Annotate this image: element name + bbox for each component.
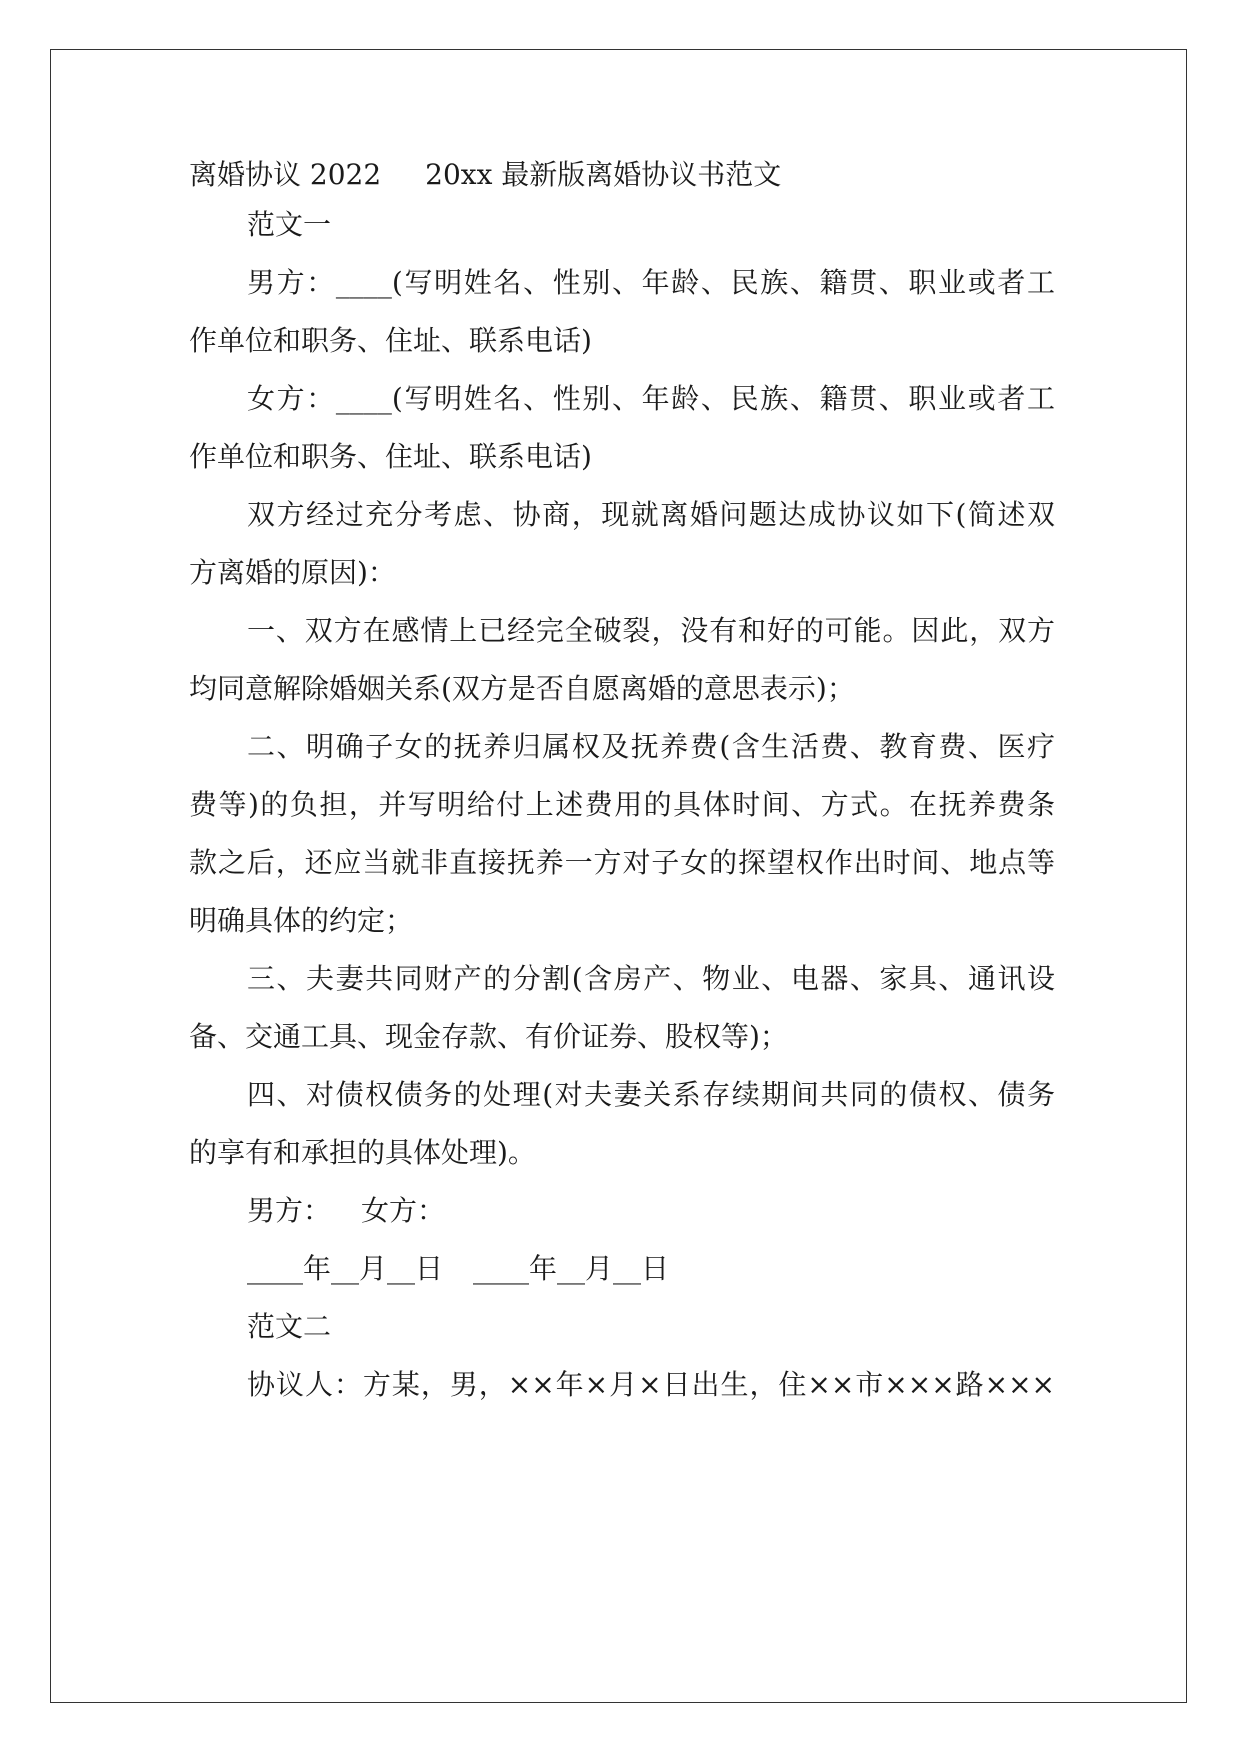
clause-1-line-1: 一、双方在感情上已经完全破裂，没有和好的可能。因此，双方 [247,614,1055,647]
signature-female-label: 女方： [361,1194,446,1227]
female-party-line-1: 女方：____(写明姓名、性别、年龄、民族、籍贯、职业或者工 [247,382,1055,415]
agreement-party-line: 协议人：方某，男，××年×月×日出生，住××市×××路××× [247,1368,1055,1401]
signature-date-line [247,1249,669,1289]
clause-2-line-1: 二、明确子女的抚养归属权及抚养费(含生活费、教育费、医疗 [247,730,1055,763]
intro-line-1: 双方经过充分考虑、协商，现就离婚问题达成协议如下(简述双 [247,498,1055,531]
female-party-line-2: 作单位和职务、住址、联系电话) [189,440,592,473]
clause-2-line-3: 款之后，还应当就非直接抚养一方对子女的探望权作出时间、地点等 [189,846,1055,879]
document-title [189,155,781,195]
sample2-heading: 范文二 [247,1310,332,1343]
intro-line-2: 方离婚的原因)： [189,556,396,589]
clause-4-line-2: 的享有和承担的具体处理)。 [189,1136,536,1169]
male-party-line-2: 作单位和职务、住址、联系电话) [189,324,592,357]
clause-2-line-2: 费等)的负担，并写明给付上述费用的具体时间、方式。在抚养费条 [189,788,1055,821]
title-part-2: 20xx 最新版离婚协议书范文 [425,158,782,191]
signature-male-label: 男方： [247,1194,332,1227]
male-party-line-1: 男方：____(写明姓名、性别、年龄、民族、籍贯、职业或者工 [247,266,1055,299]
sample1-heading: 范文一 [247,208,332,241]
clause-2-line-4: 明确具体的约定； [189,904,414,937]
clause-1-line-2: 均同意解除婚姻关系(双方是否自愿离婚的意思表示)； [189,672,855,705]
clause-3-line-2: 备、交通工具、现金存款、有价证券、股权等)； [189,1020,788,1053]
title-part-1: 离婚协议 2022 [189,158,382,191]
clause-4-line-1: 四、对债权债务的处理(对夫妻关系存续期间共同的债权、债务 [247,1078,1055,1111]
clause-3-line-1: 三、夫妻共同财产的分割(含房产、物业、电器、家具、通讯设 [247,962,1055,995]
date-female: ____年__月__日 [473,1252,670,1285]
date-male: ____年__月__日 [247,1252,444,1285]
signature-line [247,1191,445,1231]
